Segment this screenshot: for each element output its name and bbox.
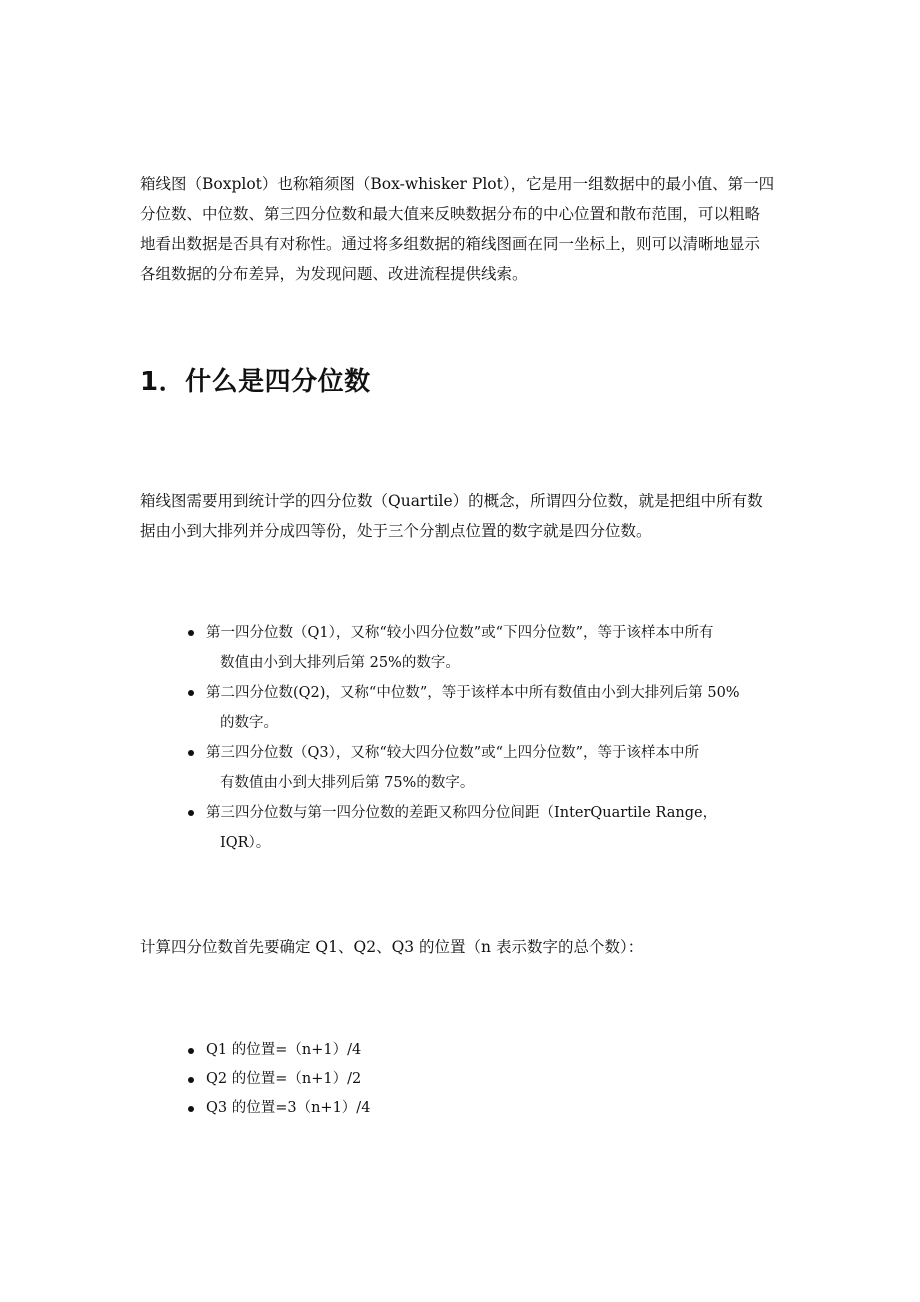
position-formula-list: [188, 1036, 788, 1123]
formula-text: Q1 的位置=（n+1）/4: [206, 1042, 362, 1058]
list-item: [188, 1065, 788, 1094]
bullet-icon: [188, 690, 194, 696]
list-item: [188, 1094, 788, 1123]
list-item: [188, 738, 788, 798]
list-item-line: 第二四分位数(Q2)，又称“中位数”，等于该样本中所有数值由小到大排列后第 50%: [206, 685, 740, 701]
intro-paragraph: [140, 169, 785, 289]
bullet-icon: [188, 1106, 194, 1112]
list-item: [188, 678, 788, 738]
intro-line: 分位数、中位数、第三四分位数和最大值来反映数据分布的中心位置和散布范围，可以粗略: [140, 205, 761, 223]
list-item-continuation: 有数值由小到大排列后第 75%的数字。: [220, 775, 475, 791]
intro-line: 箱线图（Boxplot）也称箱须图（Box-whisker Plot），它是用一组数据中的最小值、第一四: [140, 175, 775, 193]
quartile-definition-list: [188, 618, 788, 858]
list-item-continuation: IQR）。: [220, 835, 271, 851]
list-item-line: 第三四分位数与第一四分位数的差距又称四分位间距（InterQuartile Range，: [206, 805, 718, 821]
bullet-icon: [188, 810, 194, 816]
bullet-icon: [188, 1077, 194, 1083]
list-item-line: 第一四分位数（Q1），又称“较小四分位数”或“下四分位数”，等于该样本中所有: [206, 625, 714, 641]
intro-line: 地看出数据是否具有对称性。通过将多组数据的箱线图画在同一坐标上，则可以清晰地显示: [140, 235, 761, 253]
intro-line: 各组数据的分布差异，为发现问题、改进流程提供线索。: [140, 265, 528, 283]
bullet-icon: [188, 1048, 194, 1054]
compute-paragraph: 计算四分位数首先要确定 Q1、Q2、Q3 的位置（n 表示数字的总个数）：: [140, 938, 644, 956]
list-item: [188, 618, 788, 678]
concept-line: 箱线图需要用到统计学的四分位数（Quartile）的概念，所谓四分位数，就是把组中所有数: [140, 492, 763, 510]
list-item: [188, 1036, 788, 1065]
formula-text: Q2 的位置=（n+1）/2: [206, 1071, 362, 1087]
concept-line: 据由小到大排列并分成四等份，处于三个分割点位置的数字就是四分位数。: [140, 522, 652, 540]
list-item-line: 第三四分位数（Q3），又称“较大四分位数”或“上四分位数”，等于该样本中所: [206, 745, 700, 761]
section-heading: 1．什么是四分位数: [140, 367, 371, 397]
list-item-continuation: 数值由小到大排列后第 25%的数字。: [220, 655, 460, 671]
bullet-icon: [188, 750, 194, 756]
formula-text: Q3 的位置=3（n+1）/4: [206, 1100, 371, 1116]
bullet-icon: [188, 630, 194, 636]
list-item-continuation: 的数字。: [220, 715, 278, 731]
list-item: [188, 798, 788, 858]
concept-paragraph: [140, 486, 785, 546]
